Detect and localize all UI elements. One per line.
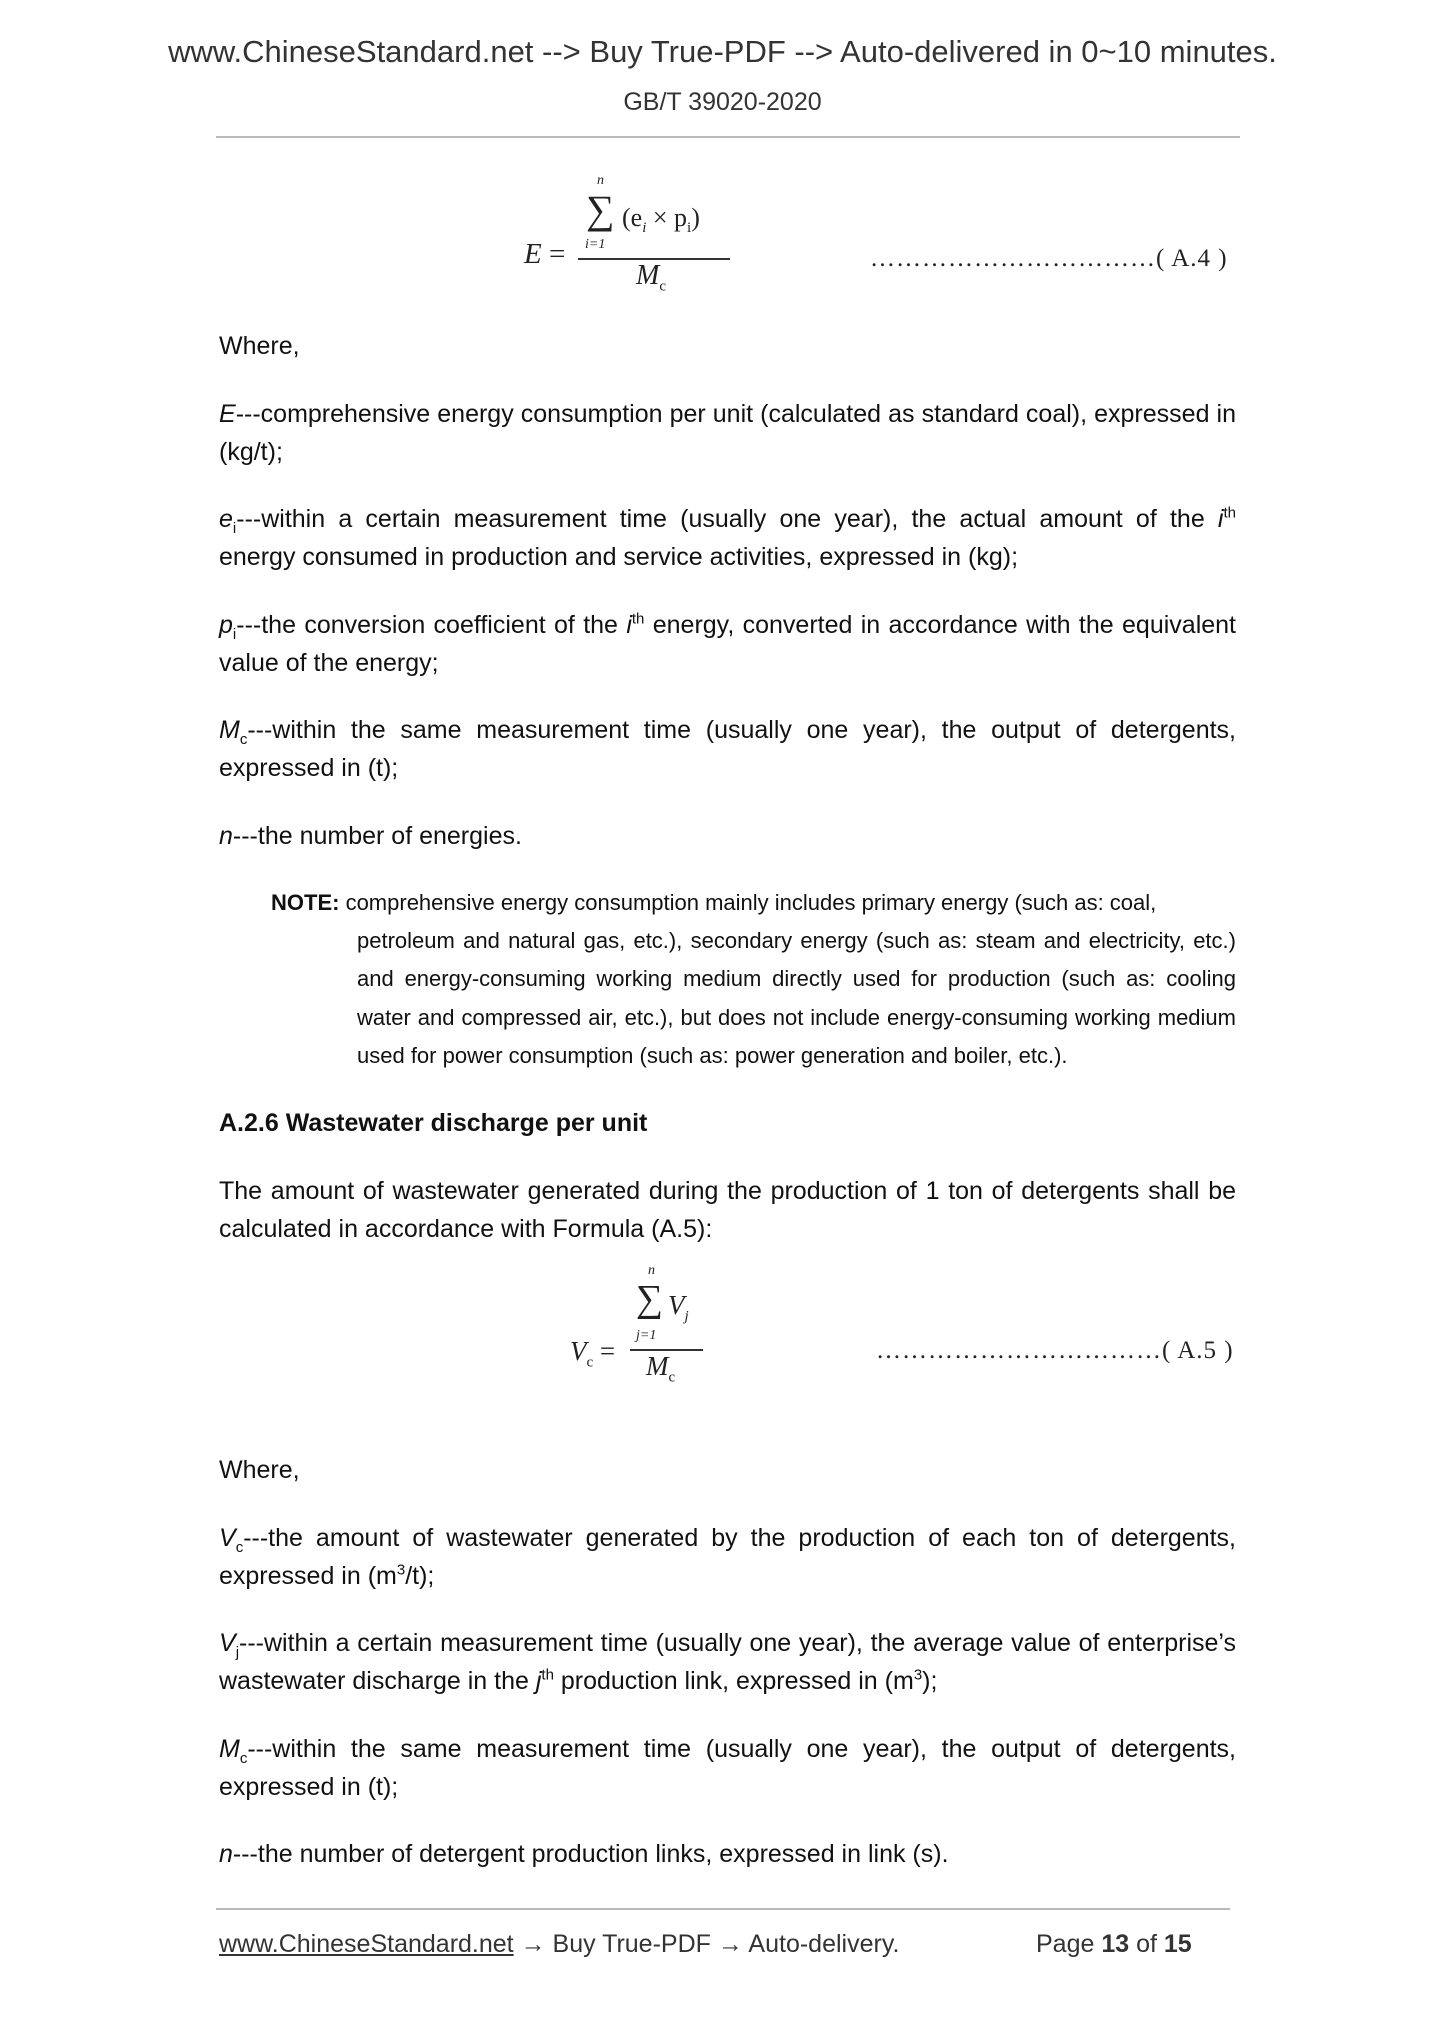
- formula-a4-numerator: $(e_i \times p_i)$: [622, 203, 700, 237]
- sigma-symbol: ∑: [586, 187, 615, 232]
- definition-Mc-2: $M_c--$-within the same measurement time (usually one year), the output of detergents, expressed in (t);: [219, 1734, 1236, 1801]
- footer-link[interactable]: www.ChineseStandard.net: [219, 1930, 514, 1958]
- definition-Vc: $V_c--$-the amount of wastewater generated by the production of each ton of detergents, expressed in $(m^3/t)$;: [219, 1523, 1236, 1590]
- sum-lower-limit: j=1: [636, 1328, 657, 1344]
- sum-upper-limit: n: [648, 1263, 655, 1279]
- definition-n: n---the number of energies.: [219, 821, 522, 850]
- definition-pi: $p_i--$-the conversion coefficient of the $i^{th}$ energy, converted in accordance with the equivalent value of the energy;: [219, 610, 1236, 677]
- page-number: Page 13 of 15: [1036, 1930, 1192, 1958]
- definition-Vj: $V_j--$-within a certain measurement time (usually one year), the average value of enterprise’s wastewater discharge in the $j^{th}$ production link, expressed in $(m^3)$;: [219, 1629, 1236, 1696]
- header-divider: [216, 136, 1240, 138]
- definition-Mc: $M_c--$-within the same measurement time (usually one year), the output of detergents, expressed in (t);: [219, 716, 1236, 782]
- formula-a5-numerator: $V_j$: [668, 1290, 689, 1325]
- section-intro: The amount of wastewater generated during the production of 1 ton of detergents shall be calculated in accordance with Formula (A.5):: [219, 1176, 1236, 1243]
- sigma-symbol: ∑: [636, 1278, 664, 1321]
- formula-a5-lhs: $V_c$ =: [570, 1336, 616, 1371]
- document-id: GB/T 39020-2020: [623, 88, 822, 116]
- formula-a5-number: ……………………………( A.5 ): [876, 1337, 1234, 1365]
- formula-a4-lhs: E =: [524, 238, 566, 270]
- section-heading: A.2.6 Wastewater discharge per unit: [219, 1109, 648, 1138]
- formula-a4-denominator: $M_c$: [636, 260, 666, 295]
- body-column: [219, 327, 1236, 1903]
- definition-ei: $e_i--$-within a certain measurement time (usually one year), the actual amount of the $i^{th}$ energy consumed in production and service activities, expressed in (kg);: [219, 504, 1236, 571]
- definition-E: E---comprehensive energy consumption per unit (calculated as standard coal), expressed in (kg/t);: [219, 399, 1236, 466]
- sum-lower-limit: i=1: [585, 237, 606, 252]
- footer-divider: [216, 1908, 1230, 1910]
- formula-a4-number: ……………………………( A.4 ): [870, 245, 1228, 272]
- header-banner: www.ChineseStandard.net --> Buy True-PDF --> Auto-delivered in 0~10 minutes.: [168, 34, 1277, 69]
- formula-a5: [219, 1263, 1236, 1422]
- formula-a5-denominator: $M_c$: [646, 1351, 676, 1386]
- footer: www.ChineseStandard.net → Buy True-PDF → Auto-delivery.: [219, 1930, 900, 1958]
- where-label-1: Where,: [219, 332, 300, 360]
- definition-n-2: n---the number of detergent production links, expressed in link (s).: [219, 1840, 949, 1869]
- sum-upper-limit: n: [597, 173, 604, 188]
- note: NOTE: comprehensive energy consumption mainly includes primary energy (such as: coal, petroleum and natural gas, etc.), secondary energy (such as: steam and electricity, etc.) and energy-consuming working medium directly used for production (such as: cooling water and compressed air, etc.), but does not include energy-consuming working medium used for power consumption (such as: power generation and boiler, etc.).: [271, 890, 1236, 1068]
- where-label-2: Where,: [219, 1456, 300, 1485]
